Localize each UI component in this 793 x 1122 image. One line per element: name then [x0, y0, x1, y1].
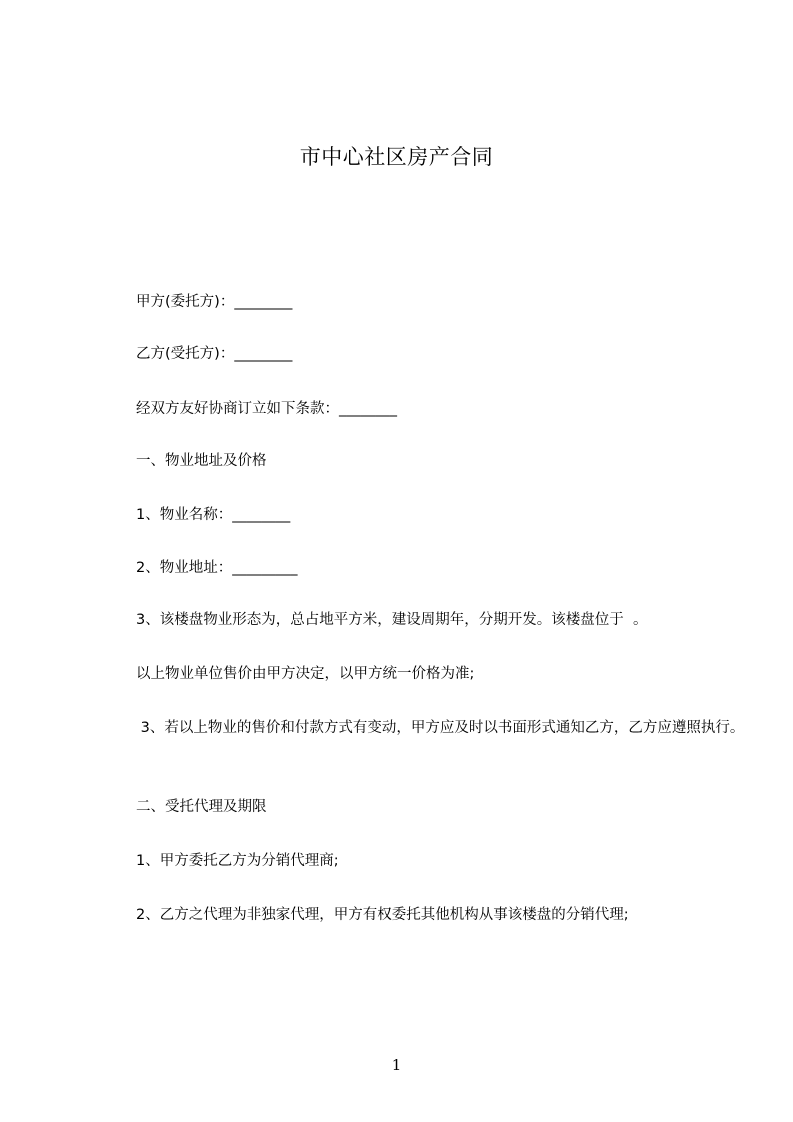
property-address-line: 2、物业地址：_________ [136, 560, 298, 576]
page-number: 1 [391, 1056, 402, 1074]
non-exclusive-clause: 2、乙方之代理为非独家代理，甲方有权委托其他机构从事该楼盘的分销代理; [136, 907, 629, 923]
property-name-line: 1、物业名称：________ [136, 507, 291, 523]
party-a-line: 甲方(委托方)：________ [136, 294, 293, 310]
section-1-heading: 一、物业地址及价格 [136, 453, 267, 469]
agreement-intro: 经双方友好协商订立如下条款：________ [136, 401, 397, 417]
price-decision-clause: 以上物业单位售价由甲方决定，以甲方统一价格为准; [136, 666, 475, 682]
party-b-line: 乙方(受托方)：________ [136, 346, 293, 362]
agency-appointment-clause: 1、甲方委托乙方为分销代理商; [136, 853, 339, 869]
price-change-clause: 3、若以上物业的售价和付款方式有变动，甲方应及时以书面形式通知乙方，乙方应遵照执行。 [136, 720, 745, 736]
property-form-clause: 3、该楼盘物业形态为，总占地平方米，建设周期年，分期开发。该楼盘位于 。 [136, 612, 648, 628]
document-title: 市中心社区房产合同 [299, 145, 494, 169]
section-2-heading: 二、受托代理及期限 [136, 799, 267, 815]
